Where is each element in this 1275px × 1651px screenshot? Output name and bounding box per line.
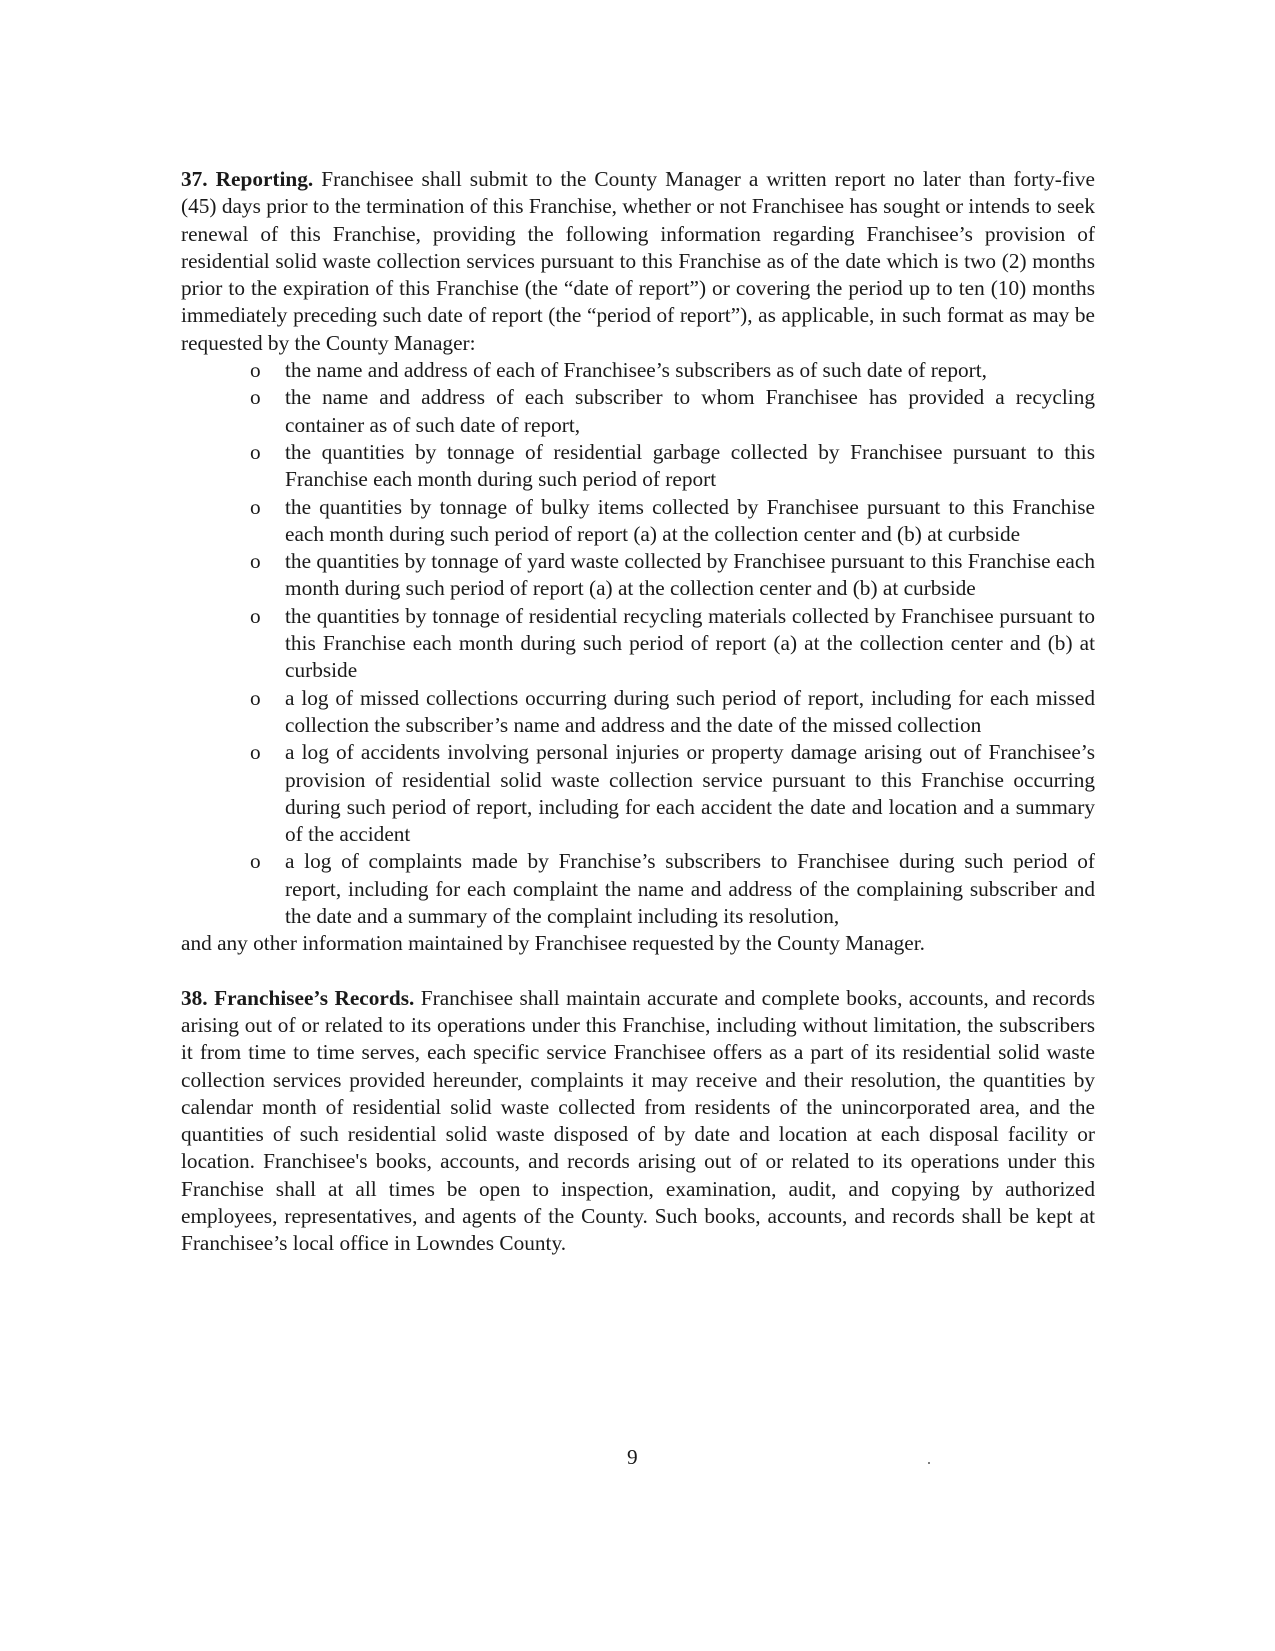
- bullet-icon: o: [250, 603, 261, 628]
- bullet-icon: o: [250, 849, 261, 874]
- scan-speck: [928, 1462, 930, 1464]
- page-number: 9: [627, 1445, 638, 1469]
- list-item: [250, 603, 1095, 685]
- bullet-icon: o: [250, 358, 261, 383]
- list-item: [250, 685, 1095, 740]
- list-item: [250, 739, 1095, 848]
- section-37-intro: Franchisee shall submit to the County Manager a written report no later than forty-five (45) days prior to the termination of this Franchise, whether or not Franchisee has sought or intends to seek renewal of this Franchise, providing the following information regarding Franchisee’s provision of residential solid waste collection services pursuant to this Franchise as of the date which is two (2) months prior to the expiration of this Franchise (the “date of report”) or covering the period up to ten (10) months immediately preceding such date of report (the “period of report”), as applicable, in such format as may be requested by the County Manager:: [181, 167, 1095, 355]
- list-item: [250, 548, 1095, 603]
- list-item: [250, 439, 1095, 494]
- bullet-icon: o: [250, 549, 261, 574]
- list-item-text: a log of complaints made by Franchise’s subscribers to Franchisee during such period of report, including for each complaint the name and address of the complaining subscriber and the date and a summary of the complaint including its resolution,: [285, 849, 1095, 929]
- section-37-closing: and any other information maintained by Franchisee requested by the County Manager.: [181, 931, 925, 956]
- bullet-icon: o: [250, 685, 261, 710]
- report-items-list: [181, 357, 1095, 930]
- section-37-heading: 37. Reporting.: [181, 167, 314, 191]
- list-item-text: the quantities by tonnage of residential recycling materials collected by Franchisee pursuant to this Franchise each month during such period of report (a) at the collection center and (b) at curbside: [285, 603, 1095, 683]
- list-item-text: the quantities by tonnage of yard waste collected by Franchisee pursuant to this Franchise each month during such period of report (a) at the collection center and (b) at curbside: [285, 549, 1095, 601]
- section-38-body: Franchisee shall maintain accurate and complete books, accounts, and records arising out of or related to its operations under this Franchise, including without limitation, the subscribers it from time to time serves, each specific service Franchisee offers as a part of its residential solid waste collection services provided hereunder, complaints it may receive and their resolution, the quantities by calendar month of residential solid waste collected from residents of the unincorporated area, and the quantities of such residential solid waste disposed of by date and location at each disposal facility or location. Franchisee's books, accounts, and records arising out of or related to its operations under this Franchise shall at all times be open to inspection, examination, audit, and copying by authorized employees, representatives, and agents of the County. Such books, accounts, and records shall be kept at Franchisee’s local office in Lowndes County.: [181, 985, 1095, 1256]
- list-item-text: a log of missed collections occurring during such period of report, including for each missed collection the subscriber’s name and address and the date of the missed collection: [285, 685, 1095, 737]
- bullet-icon: o: [250, 740, 261, 765]
- list-item-text: the name and address of each of Franchisee’s subscribers as of such date of report,: [285, 358, 987, 383]
- paragraph-spacer: [181, 958, 1095, 985]
- list-item-text: a log of accidents involving personal injuries or property damage arising out of Franchisee’s provision of residential solid waste collection service pursuant to this Franchise occurring during such period of report, including for each accident the date and location and a summary of the accident: [285, 740, 1095, 847]
- page-content: [181, 166, 1095, 1258]
- list-item: [250, 848, 1095, 930]
- section-37-paragraph: [181, 166, 1095, 357]
- list-item-text: the name and address of each subscriber to whom Franchisee has provided a recycling container as of such date of report,: [285, 385, 1095, 437]
- bullet-icon: o: [250, 385, 261, 410]
- section-38-heading: 38. Franchisee’s Records.: [181, 985, 415, 1010]
- bullet-icon: o: [250, 494, 261, 519]
- bullet-icon: o: [250, 439, 261, 464]
- section-38-paragraph: [181, 985, 1095, 1258]
- list-item-text: the quantities by tonnage of residential garbage collected by Franchisee pursuant to this Franchise each month during such period of report: [285, 439, 1095, 492]
- list-item: [250, 357, 1095, 384]
- list-item: [250, 384, 1095, 439]
- list-item: [250, 494, 1095, 549]
- list-item-text: the quantities by tonnage of bulky items collected by Franchisee pursuant to this Franchise each month during such period of report (a) at the collection center and (b) at curbside: [285, 494, 1095, 546]
